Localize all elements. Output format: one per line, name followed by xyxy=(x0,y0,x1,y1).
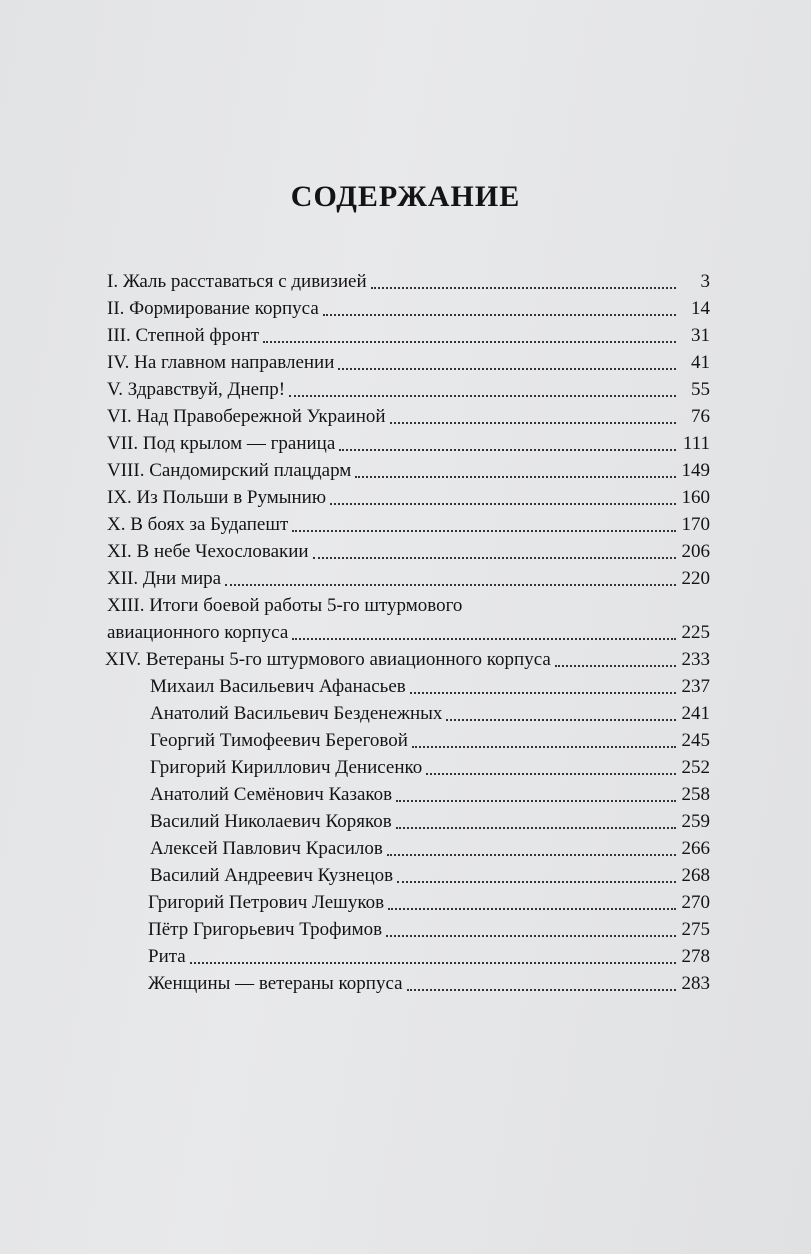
dot-leader xyxy=(190,962,676,964)
dot-leader xyxy=(323,314,676,316)
toc-entry-label: V. Здравствуй, Днепр! xyxy=(107,379,286,400)
toc-entry xyxy=(107,378,710,402)
toc-entry-label: Анатолий Васильевич Безденежных xyxy=(150,703,443,724)
toc-subentry xyxy=(150,864,710,888)
toc-entry-label: VIII. Сандомирский плацдарм xyxy=(107,460,352,481)
dot-leader xyxy=(289,395,676,397)
toc-subentry xyxy=(148,945,710,969)
toc-entry xyxy=(107,486,710,510)
toc-entry xyxy=(107,297,710,321)
toc-entry-label: Георгий Тимофеевич Береговой xyxy=(150,730,408,751)
toc-entry-page: 160 xyxy=(681,487,710,508)
dot-leader xyxy=(388,908,675,910)
toc-subentry xyxy=(148,918,710,942)
toc-entry-label: Григорий Кириллович Денисенко xyxy=(150,757,423,778)
toc-entry-label: X. В боях за Будапешт xyxy=(107,514,289,535)
dot-leader xyxy=(396,800,675,802)
page-title: СОДЕРЖАНИЕ xyxy=(290,180,521,213)
toc-entry-label-line1: XIII. Итоги боевой работы 5-го штурмового xyxy=(107,595,463,616)
toc-entry-label: XII. Дни мира xyxy=(107,568,222,589)
toc-entry-page: 268 xyxy=(681,865,710,886)
dot-leader xyxy=(225,584,675,586)
toc-subentry xyxy=(150,783,710,807)
toc-entry xyxy=(107,567,710,591)
toc-entry-page: 283 xyxy=(681,973,710,994)
toc-entry-page: 111 xyxy=(682,433,710,454)
toc-entry-label: XIV. Ветераны 5-го штурмового авиационного корпуса xyxy=(105,649,551,670)
toc-entry-label: Василий Николаевич Коряков xyxy=(150,811,392,832)
dot-leader xyxy=(386,935,675,937)
toc-entry xyxy=(107,459,710,483)
dot-leader xyxy=(292,530,675,532)
dot-leader xyxy=(397,881,675,883)
dot-leader xyxy=(396,827,676,829)
toc-entry xyxy=(107,324,710,348)
toc-entry xyxy=(107,405,710,429)
toc-entry-page: 14 xyxy=(691,298,710,319)
dot-leader xyxy=(263,341,676,343)
toc-entry-page: 275 xyxy=(681,919,710,940)
toc-entry xyxy=(107,540,710,564)
toc-entry-page: 258 xyxy=(681,784,710,805)
dot-leader xyxy=(355,476,675,478)
toc-subentry xyxy=(150,810,710,834)
toc-entry-label: Григорий Петрович Лешуков xyxy=(148,892,385,913)
toc-entry-label: IX. Из Польши в Румынию xyxy=(107,487,327,508)
toc-entry-label: III. Степной фронт xyxy=(107,325,260,346)
toc-entry-page: 252 xyxy=(681,757,710,778)
toc-entry-page: 220 xyxy=(681,568,710,589)
toc-entry-page: 55 xyxy=(691,379,710,400)
toc-entry-label: VI. Над Правобережной Украиной xyxy=(107,406,386,427)
toc-subentry xyxy=(150,729,710,753)
toc-entry-label: Алексей Павлович Красилов xyxy=(150,838,383,859)
dot-leader xyxy=(555,665,676,667)
toc-entry-page: 237 xyxy=(681,676,710,697)
toc-entry-page: 241 xyxy=(681,703,710,724)
toc-subentry xyxy=(150,675,710,699)
dot-leader xyxy=(371,287,676,289)
dot-leader xyxy=(407,989,676,991)
toc-subentry xyxy=(150,702,710,726)
toc-entry-label: Женщины — ветераны корпуса xyxy=(148,973,403,994)
toc-entry-page: 225 xyxy=(681,622,710,643)
dot-leader xyxy=(338,368,676,370)
toc-entry-label: XI. В небе Чехословакии xyxy=(107,541,309,562)
toc-entry-page: 3 xyxy=(700,271,710,292)
toc-entry-page: 259 xyxy=(681,811,710,832)
toc-entry xyxy=(105,648,710,672)
toc-entry-page: 278 xyxy=(681,946,710,967)
toc-entry-page: 76 xyxy=(691,406,710,427)
toc-subentry xyxy=(148,891,710,915)
toc-entry xyxy=(107,270,710,294)
toc-entry-page: 41 xyxy=(691,352,710,373)
toc-subentry xyxy=(150,756,710,780)
toc-entry-page: 149 xyxy=(681,460,710,481)
dot-leader xyxy=(446,719,675,721)
dot-leader xyxy=(387,854,676,856)
toc-entry-label: Анатолий Семёнович Казаков xyxy=(150,784,393,805)
toc-entry-page: 170 xyxy=(681,514,710,535)
toc-entry-page: 233 xyxy=(681,649,710,670)
toc-entry-page: 206 xyxy=(681,541,710,562)
toc-entry-page: 270 xyxy=(681,892,710,913)
toc-entry-page: 266 xyxy=(681,838,710,859)
toc-entry-label: I. Жаль расставаться с дивизией xyxy=(107,271,367,292)
dot-leader xyxy=(412,746,676,748)
toc-entry-label: Михаил Васильевич Афанасьев xyxy=(150,676,406,697)
toc-entry-label: VII. Под крылом — граница xyxy=(107,433,336,454)
toc-subentry xyxy=(150,837,710,861)
toc-entry-label: IV. На главном направлении xyxy=(107,352,335,373)
toc-entry-label: Пётр Григорьевич Трофимов xyxy=(148,919,383,940)
toc-entry xyxy=(107,351,710,375)
toc-entry-label: Василий Андреевич Кузнецов xyxy=(150,865,394,886)
toc-entry xyxy=(107,513,710,537)
toc-entry xyxy=(107,621,710,645)
dot-leader xyxy=(339,449,676,451)
toc-subentry xyxy=(148,972,710,996)
dot-leader xyxy=(313,557,676,559)
toc-entry-label: авиационного корпуса xyxy=(107,622,289,643)
dot-leader xyxy=(410,692,676,694)
dot-leader xyxy=(426,773,675,775)
dot-leader xyxy=(292,638,675,640)
dot-leader xyxy=(330,503,675,505)
toc-entry-label: II. Формирование корпуса xyxy=(107,298,319,319)
dot-leader xyxy=(390,422,676,424)
toc-entry xyxy=(107,432,710,456)
toc-entry-label: Рита xyxy=(148,946,186,967)
toc-entry-page: 31 xyxy=(691,325,710,346)
toc-entry-page: 245 xyxy=(681,730,710,751)
